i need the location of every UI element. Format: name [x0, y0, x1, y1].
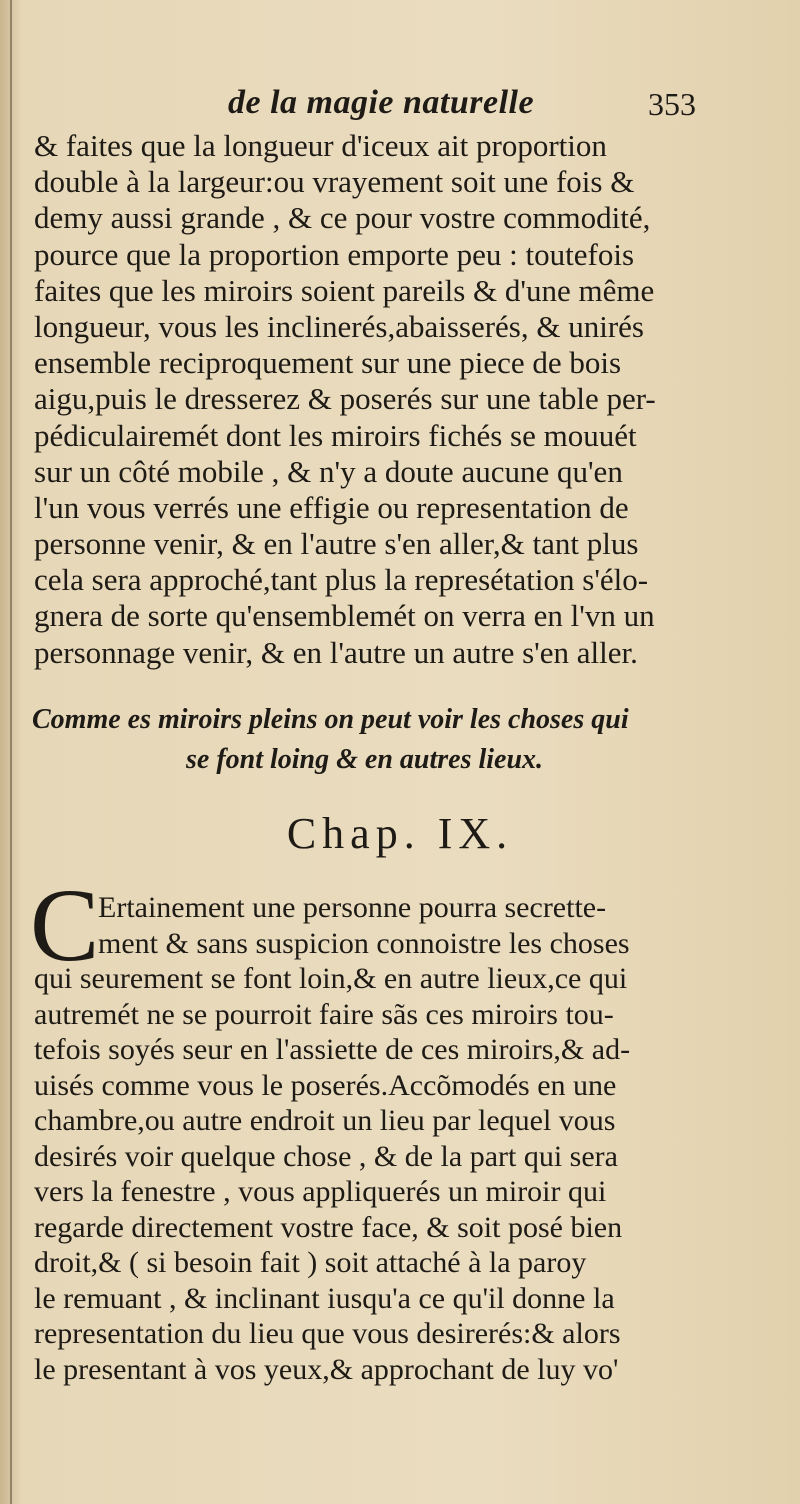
page-number: 353 [648, 86, 696, 122]
text-line: vers la fenestre , vous appliquerés un miroir qui [34, 1175, 607, 1208]
section-heading-line-2: se font loing & en autres lieux. [186, 744, 544, 775]
text-line: & faites que la longueur d'iceux ait proportion [34, 128, 607, 163]
text-line: ensemble reciproquement sur une piece de bois [34, 345, 622, 381]
text-line: uisés comme vous le poserés.Accõmodés en une [34, 1068, 617, 1102]
text-line: regarde directement vostre face, & soit posé bien [34, 1210, 623, 1244]
text-line: gnera de sorte qu'ensemblemét on verra en l'vn un [34, 598, 655, 634]
text-line: double à la largeur:ou vrayement soit une fois & [34, 164, 635, 200]
binding-edge [10, 0, 12, 1504]
text-line: tefois soyés seur en l'assiette de ces miroirs,& ad- [34, 1033, 631, 1066]
paragraph-2 [34, 890, 734, 1387]
text-line: Ertainement une personne pourra secrette- [98, 891, 607, 924]
text-line: cela sera approché,tant plus la represétation s'élo- [34, 562, 649, 598]
text-line: chambre,ou autre endroit un lieu par lequel vous [34, 1104, 616, 1137]
text-line: sur un côté mobile , & n'y a doute aucune qu'en [34, 453, 623, 489]
text-line: droit,& ( si besoin fait ) soit attaché à la paroy [34, 1246, 587, 1279]
text-line: pource que la proportion emporte peu : toutefois [34, 236, 635, 272]
running-title: de la magie naturelle [228, 84, 535, 121]
text-line: aigu,puis le dresserez & poserés sur une table per- [34, 381, 656, 417]
text-line: pédiculairemét dont les miroirs fichés se mouuét [34, 417, 637, 453]
text-line: qui seurement se font loin,& en autre lieux,ce qui [34, 962, 628, 995]
text-line: ment & sans suspicion connoistre les choses [98, 926, 630, 960]
text-line: demy aussi grande , & ce pour vostre commodité, [34, 200, 651, 236]
text-line: le remuant , & inclinant iusqu'a ce qu'il donne la [34, 1281, 615, 1315]
section-heading-line-1: Comme es miroirs pleins on peut voir les choses qui [32, 704, 629, 735]
text-line: personne venir, & en l'autre s'en aller,& tant plus [34, 526, 639, 562]
paragraph-1 [34, 128, 730, 671]
text-line: l'un vous verrés une effigie ou representation de [34, 489, 629, 525]
text-line: le presentant à vos yeux,& approchant de luy vo' [34, 1352, 619, 1386]
text-line: personnage venir, & en l'autre un autre s'en aller. [34, 634, 638, 670]
chapter-number: IX. [437, 809, 514, 858]
text-line: longueur, vous les inclinerés,abaisserés, & unirés [34, 308, 644, 344]
section-heading [30, 700, 740, 780]
text-line: autremét ne se pourroit faire sãs ces miroirs tou- [34, 997, 614, 1031]
drop-cap: C [30, 868, 100, 983]
page-header [0, 84, 800, 134]
text-line: faites que les miroirs soient pareils & d'une même [34, 272, 655, 308]
text-line: desirés voir quelque chose , & de la part qui sera [34, 1139, 618, 1173]
text-line: representation du lieu que vous desirerés:& alors [34, 1317, 621, 1350]
chapter-label: Chap. [286, 809, 421, 858]
chapter-title [0, 808, 800, 859]
